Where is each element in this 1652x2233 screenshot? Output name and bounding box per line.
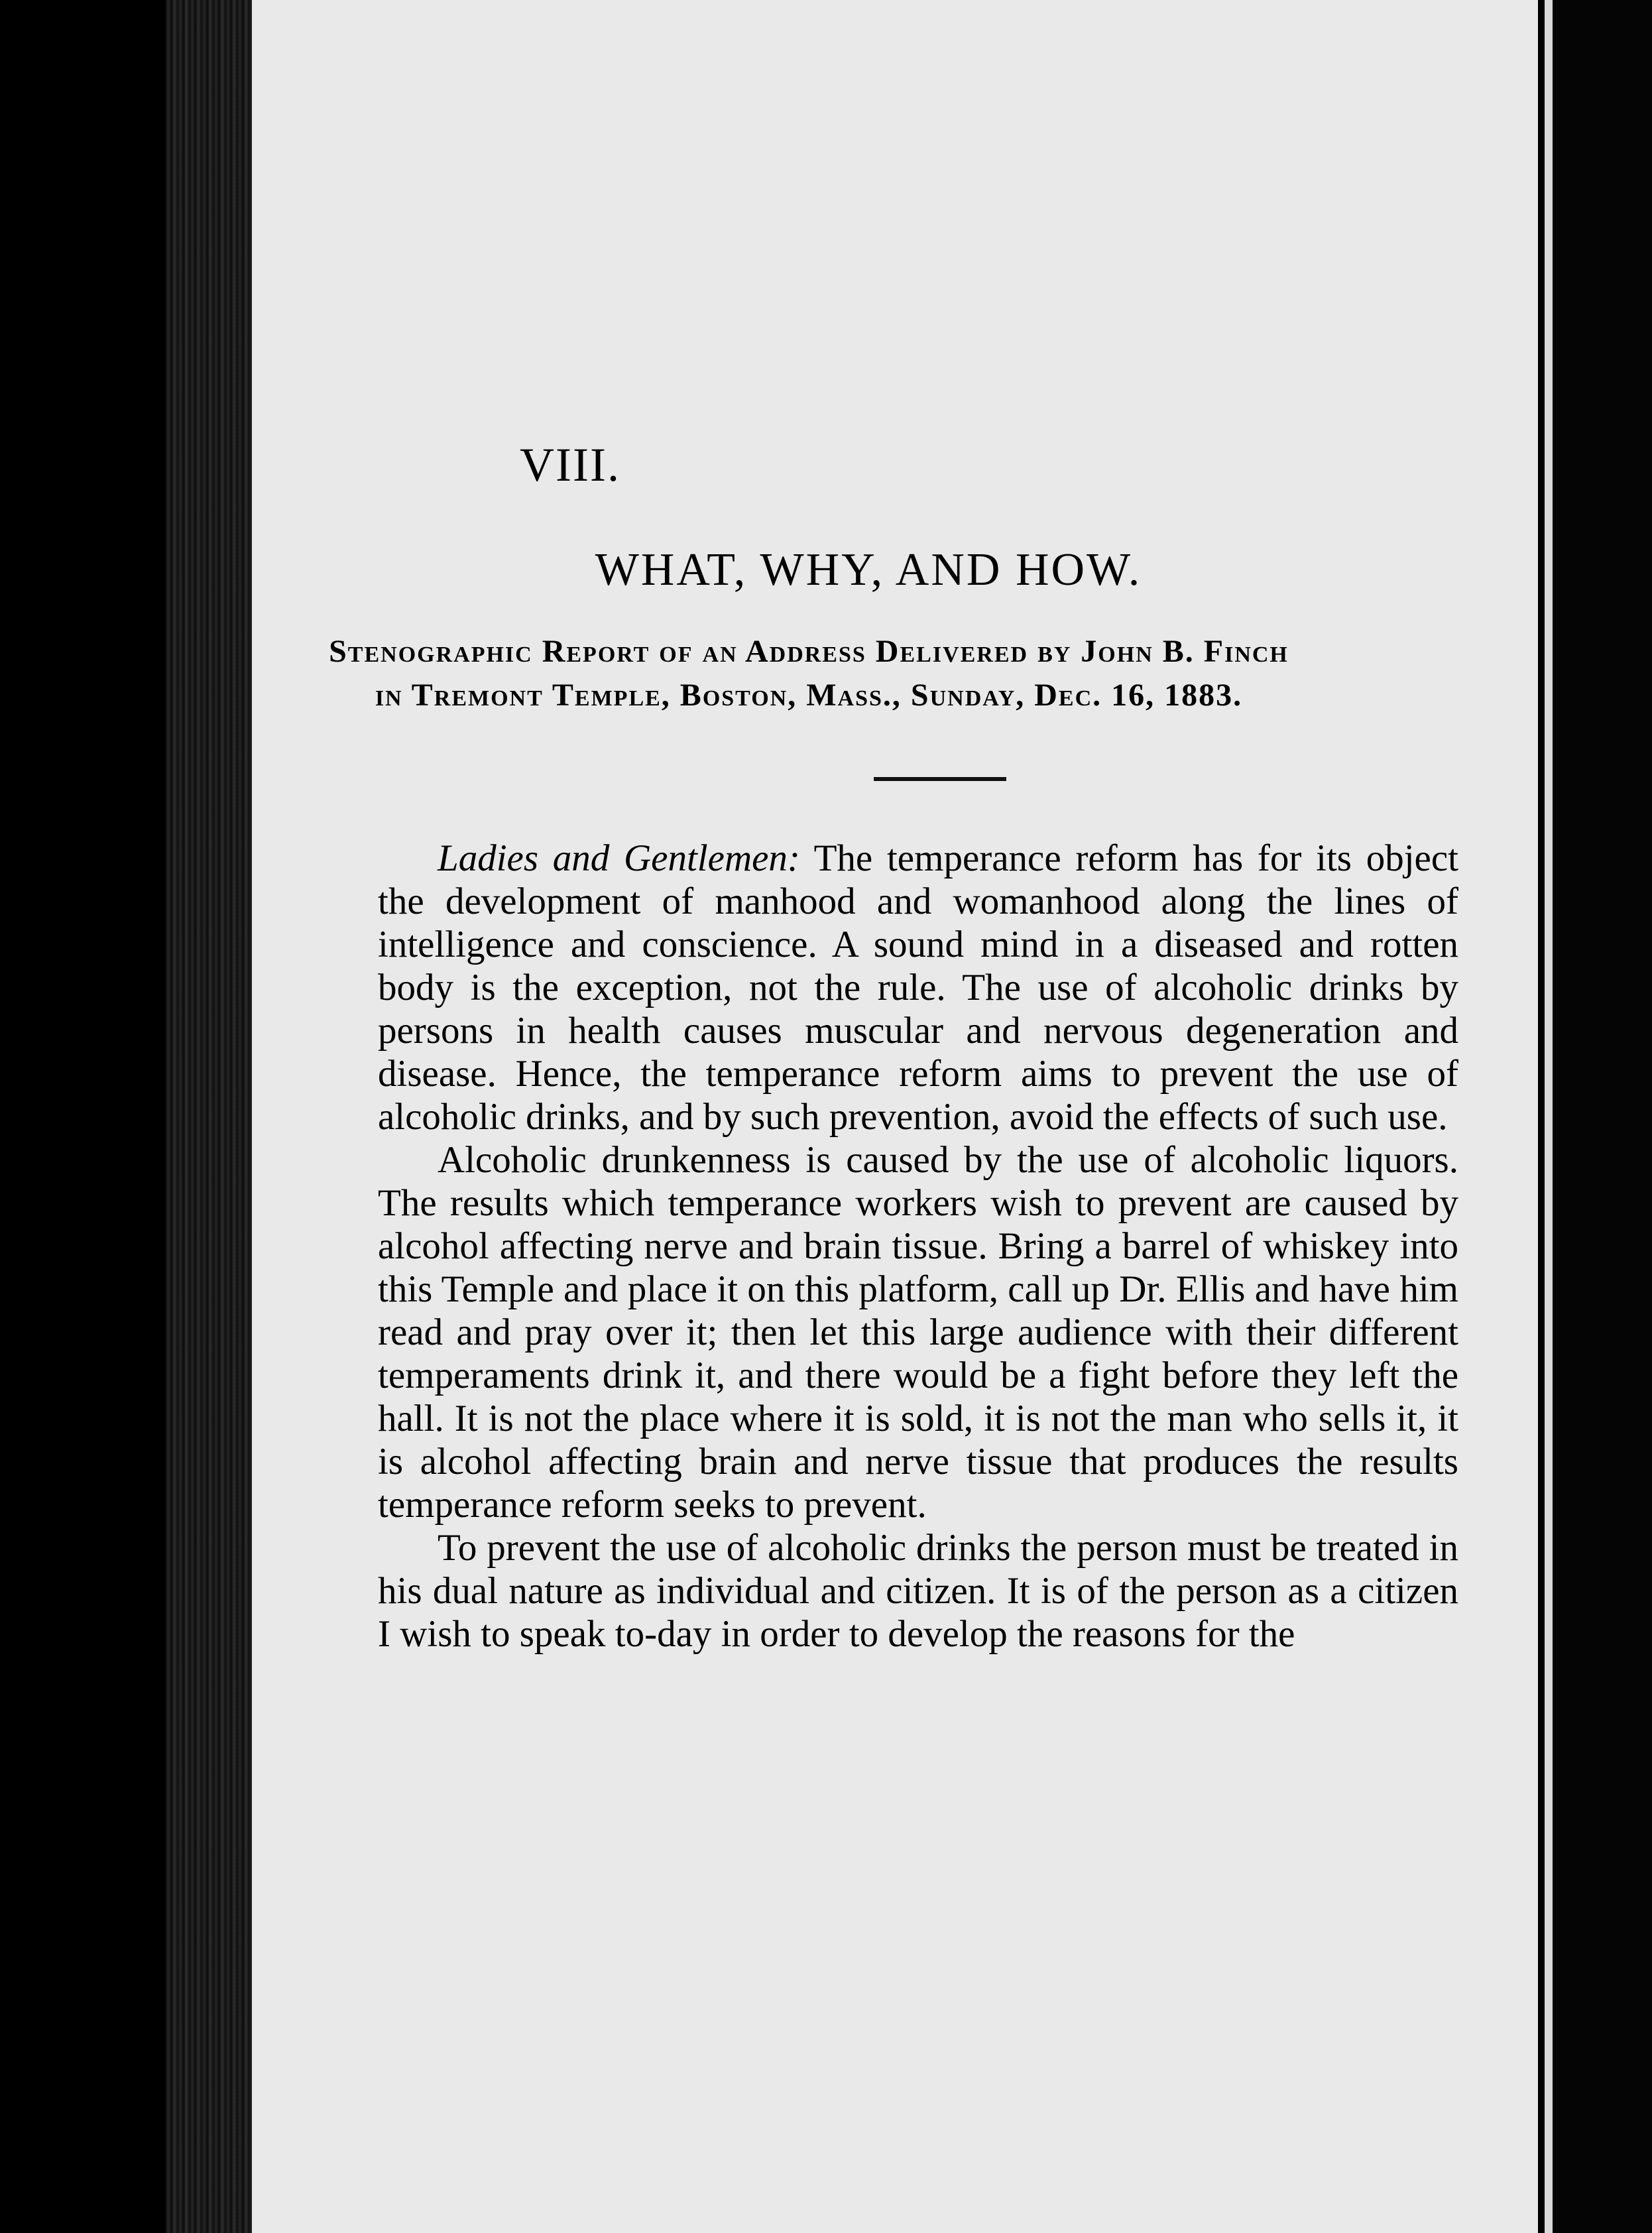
paragraph-3: To prevent the use of alcoholic drinks the person must be treated in his dual nature as individual and citizen. It is of the person as a citizen I wish to speak to-day in order to develop the reasons for the <box>378 1527 1458 1655</box>
scan-background <box>1553 0 1652 2233</box>
next-page-edge <box>1545 0 1553 2233</box>
chapter-title: WHAT, WHY, AND HOW. <box>595 544 1142 595</box>
subtitle-line-2: in Tremont Temple, Boston, Mass., Sunday, Dec. 16, 1883. <box>375 678 1243 713</box>
chapter-subtitle <box>166 630 1452 717</box>
paragraph-1-text: The temperance reform has for its object the development of manhood and womanhood along the lines of intelligence and conscience. A sound mind in a diseased and rotten body is the exception, not the rule. The use of alcoholic drinks by persons in health causes muscular and nervous degeneration and disease. Hence, the temperance reform aims to prevent the use of alcoholic drinks, and by such prevention, avoid the effects of such use. <box>378 837 1458 1138</box>
chapter-number: VIII. <box>520 438 620 491</box>
paragraph-2: Alcoholic drunkenness is caused by the use of alcoholic liquors. The results which temperance workers wish to prevent are caused by alcohol affecting nerve and brain tissue. Bring a barrel of whiskey into this Temple and place it on this platform, call up Dr. Ellis and have him read and pray over it; then let this large audience with their different temperaments drink it, and there would be a fight before they left the hall. It is not the place where it is sold, it is not the man who sells it, it is alcohol affecting brain and nerve tissue that produces the results temperance reform seeks to prevent. <box>378 1139 1458 1526</box>
paragraph-1 <box>378 837 1458 1138</box>
book-binding-edge <box>166 0 252 2233</box>
section-rule <box>874 777 1006 781</box>
salutation: Ladies and Gentlemen: <box>438 837 800 879</box>
subtitle-line-1: Stenographic Report of an Address Delivered by John B. Finch <box>329 634 1289 669</box>
body-text <box>378 837 1458 1656</box>
